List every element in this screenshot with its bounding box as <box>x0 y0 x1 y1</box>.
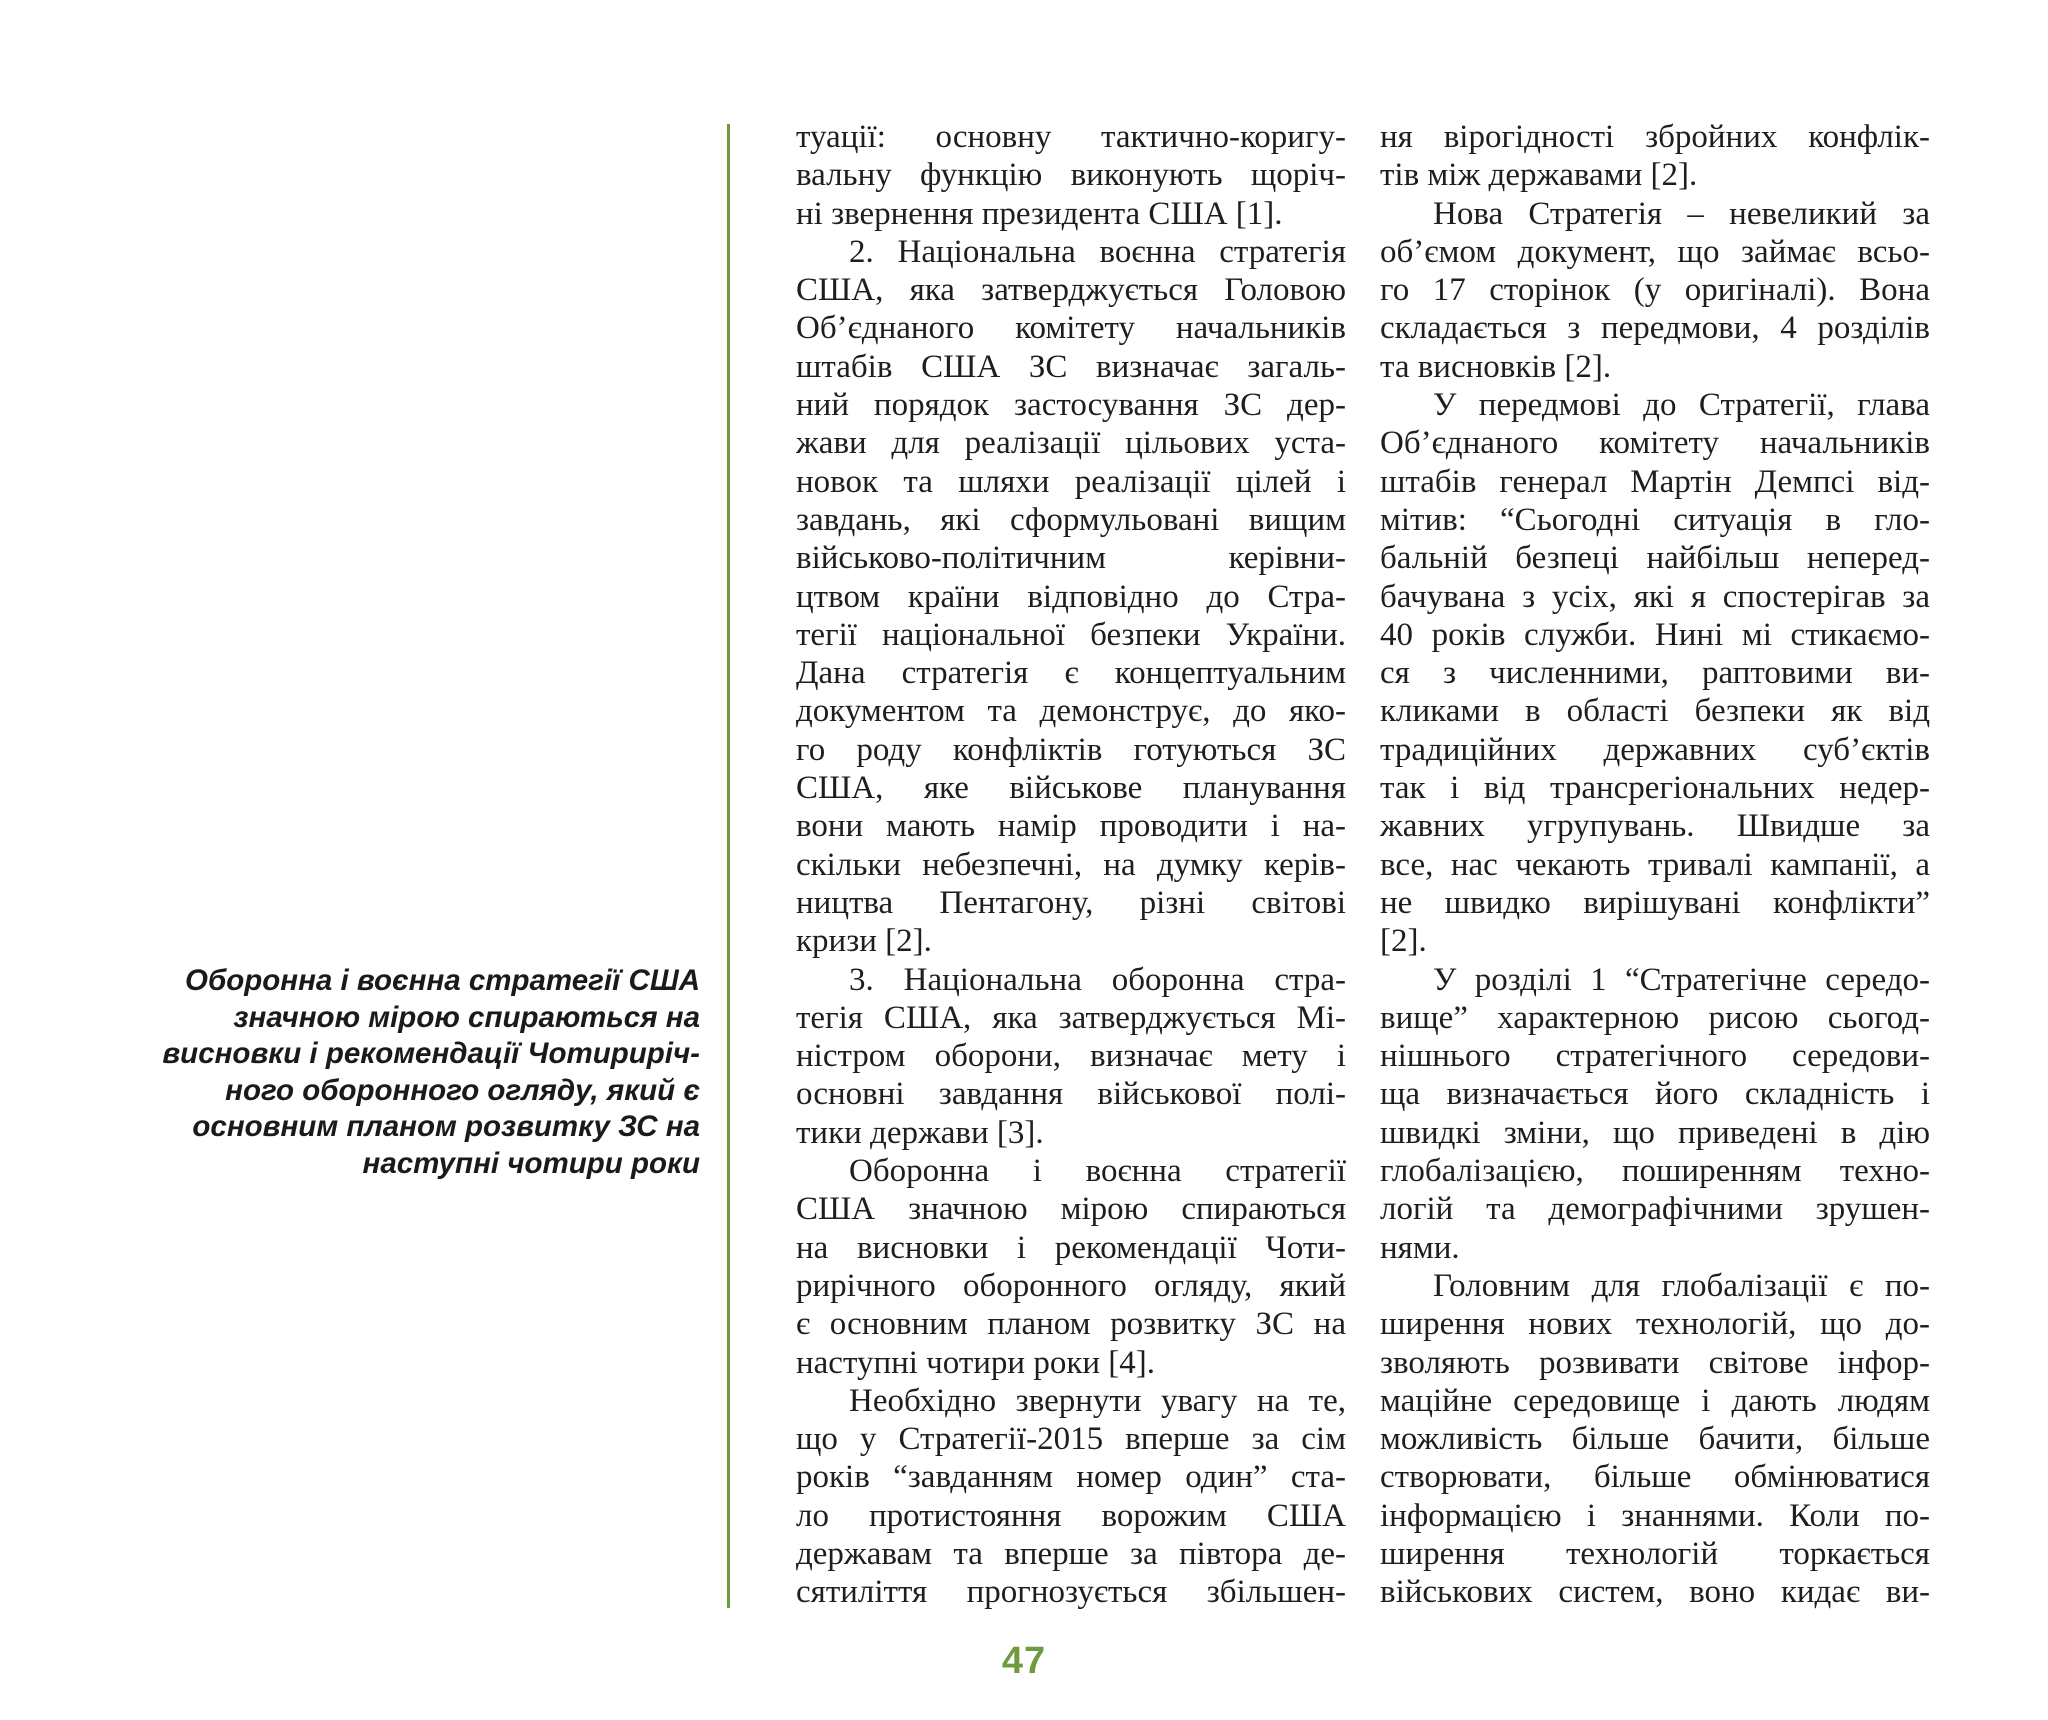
text-column-right <box>1380 118 1930 1612</box>
pull-quote-line: висновки і рекомендації Чотириріч- <box>162 1037 700 1070</box>
text-line: ширення технологій торкається <box>1380 1535 1930 1572</box>
text-line: ся з численними, раптовими ви- <box>1380 655 1930 692</box>
text-line: жави для реалізації цільових уста- <box>796 425 1346 462</box>
text-line: нями. <box>1380 1229 1460 1266</box>
text-line: мітив: “Сьогодні ситуація в гло- <box>1380 501 1930 538</box>
text-line: новок та шляхи реалізації цілей і <box>796 463 1346 500</box>
column-divider-rule <box>727 124 730 1608</box>
text-line: Нова Стратегія – невеликий за <box>1433 195 1930 232</box>
text-line: вальну функцію виконують щоріч- <box>796 157 1346 194</box>
text-line: традиційних державних суб’єктів <box>1380 731 1930 768</box>
text-line: скільки небезпечні, на думку керів- <box>796 846 1346 883</box>
text-line: го роду конфліктів готуються ЗС <box>796 731 1346 768</box>
text-line: Об’єднаного комітету начальників <box>1380 425 1930 462</box>
text-line: державам та вперше за півтора де- <box>796 1535 1346 1572</box>
text-line: об’ємом документ, що займає всьо- <box>1380 233 1930 270</box>
text-line: тегії національної безпеки України. <box>796 616 1346 653</box>
text-line: вище” характерною рисою сьогод- <box>1380 999 1930 1036</box>
pull-quote-line: ного оборонного огляду, який є <box>225 1073 700 1107</box>
text-line: основні завдання військової полі- <box>796 1076 1346 1113</box>
text-line: років “завданням номер один” ста- <box>796 1459 1346 1496</box>
text-line: ширення нових технологій, що до- <box>1380 1306 1930 1343</box>
text-line: США, яка затверджується Головою <box>796 272 1346 309</box>
text-line: документом та демонструє, до яко- <box>796 693 1346 730</box>
text-line: Об’єднаного комітету начальників <box>796 310 1346 347</box>
text-line: та висновків [2]. <box>1380 348 1612 385</box>
text-line: військово-політичним керівни- <box>796 540 1346 577</box>
pull-quote-line: наступні чотири роки <box>362 1146 700 1180</box>
text-line: інформацією і знаннями. Коли по- <box>1380 1497 1930 1534</box>
text-line: Необхідно звернути увагу на те, <box>849 1382 1346 1419</box>
text-line: 3. Національна оборонна стра- <box>849 961 1346 998</box>
text-line: кликами в області безпеки як від <box>1380 693 1930 730</box>
text-line: го 17 сторінок (у оригіналі). Вона <box>1380 272 1930 309</box>
text-line: можливість більше бачити, більше <box>1380 1421 1930 1458</box>
text-line: на висновки і рекомендації Чоти- <box>796 1229 1346 1266</box>
text-line: сятиліття прогнозується збільшен- <box>796 1574 1346 1611</box>
text-line: нішнього стратегічного середови- <box>1380 1038 1930 1075</box>
text-line: [2]. <box>1380 923 1427 960</box>
text-line: що у Стратегії-2015 вперше за сім <box>796 1421 1346 1458</box>
text-line: цтвом країни відповідно до Стра- <box>796 578 1346 615</box>
text-line: рирічного оборонного огляду, який <box>796 1267 1346 1304</box>
text-line: створювати, більше обмінюватися <box>1380 1459 1930 1496</box>
text-line: швидкі зміни, що приведені в дію <box>1380 1114 1930 1151</box>
text-line: бальній безпеці найбільш неперед- <box>1380 540 1930 577</box>
text-line: тегія США, яка затверджується Мі- <box>796 999 1346 1036</box>
text-line: ща визначається його складність і <box>1380 1076 1930 1113</box>
text-column-left <box>796 118 1346 1612</box>
text-line: маційне середовище і дають людям <box>1380 1382 1930 1419</box>
text-line: 40 років служби. Нині мі стикаємо- <box>1380 616 1930 653</box>
text-line: Оборонна і воєнна стратегії <box>849 1153 1346 1190</box>
text-line: США значною мірою спираються <box>796 1191 1346 1228</box>
text-line: наступні чотири роки [4]. <box>796 1344 1156 1381</box>
text-line: ний порядок застосування ЗС дер- <box>796 387 1346 424</box>
text-line: 2. Національна воєнна стратегія <box>849 233 1346 270</box>
text-line: ні звернення президента США [1]. <box>796 195 1283 232</box>
text-line: тики держави [3]. <box>796 1114 1044 1151</box>
text-line: кризи [2]. <box>796 923 932 960</box>
pull-quote-line: значною мірою спираються на <box>233 1000 700 1034</box>
text-line: ня вірогідності збройних конфлік- <box>1380 119 1930 155</box>
text-line: США, яке військове планування <box>796 770 1346 807</box>
text-line: ністром оборони, визначає мету і <box>796 1038 1346 1075</box>
text-line: не швидко вирішувані конфлікти” <box>1380 884 1930 921</box>
text-line: військових систем, воно кидає ви- <box>1380 1574 1930 1611</box>
text-line: Головним для глобалізації є по- <box>1433 1267 1930 1304</box>
text-line: У передмові до Стратегії, глава <box>1433 387 1930 424</box>
text-line: ло протистояння ворожим США <box>796 1497 1346 1534</box>
text-line: штабів США ЗС визначає загаль- <box>796 348 1346 385</box>
text-line: Дана стратегія є концептуальним <box>796 655 1346 692</box>
text-line: тів між державами [2]. <box>1380 157 1698 194</box>
text-line: У розділі 1 “Стратегічне середо- <box>1433 961 1930 998</box>
text-line: бачувана з усіх, які я спостерігав за <box>1380 578 1930 615</box>
pull-quote <box>140 963 700 1182</box>
text-line: жавних угрупувань. Швидше за <box>1380 808 1930 845</box>
text-line: складається з передмови, 4 розділів <box>1380 310 1930 347</box>
text-line: вони мають намір проводити і на- <box>796 808 1346 845</box>
pull-quote-line: Оборонна і воєнна стратегії США <box>185 964 700 997</box>
text-line: все, нас чекають тривалі кампанії, а <box>1380 846 1930 883</box>
text-line: штабів генерал Мартін Демпсі від- <box>1380 463 1930 500</box>
page-number: 47 <box>1001 1640 1047 1682</box>
text-line: зволяють розвивати світове інфор- <box>1380 1344 1930 1381</box>
text-line: завдань, які сформульовані вищим <box>796 501 1346 538</box>
text-line: так і від трансрегіональних недер- <box>1380 770 1930 807</box>
text-line: логій та демографічними зрушен- <box>1380 1191 1930 1228</box>
text-line: глобалізацією, поширенням техно- <box>1380 1153 1930 1190</box>
pull-quote-line: основним планом розвитку ЗС на <box>192 1110 700 1143</box>
text-line: ництва Пентагону, різні світові <box>796 884 1346 921</box>
text-line: є основним планом розвитку ЗС на <box>796 1306 1346 1343</box>
text-line: туації: основну тактично-коригу- <box>796 119 1346 155</box>
